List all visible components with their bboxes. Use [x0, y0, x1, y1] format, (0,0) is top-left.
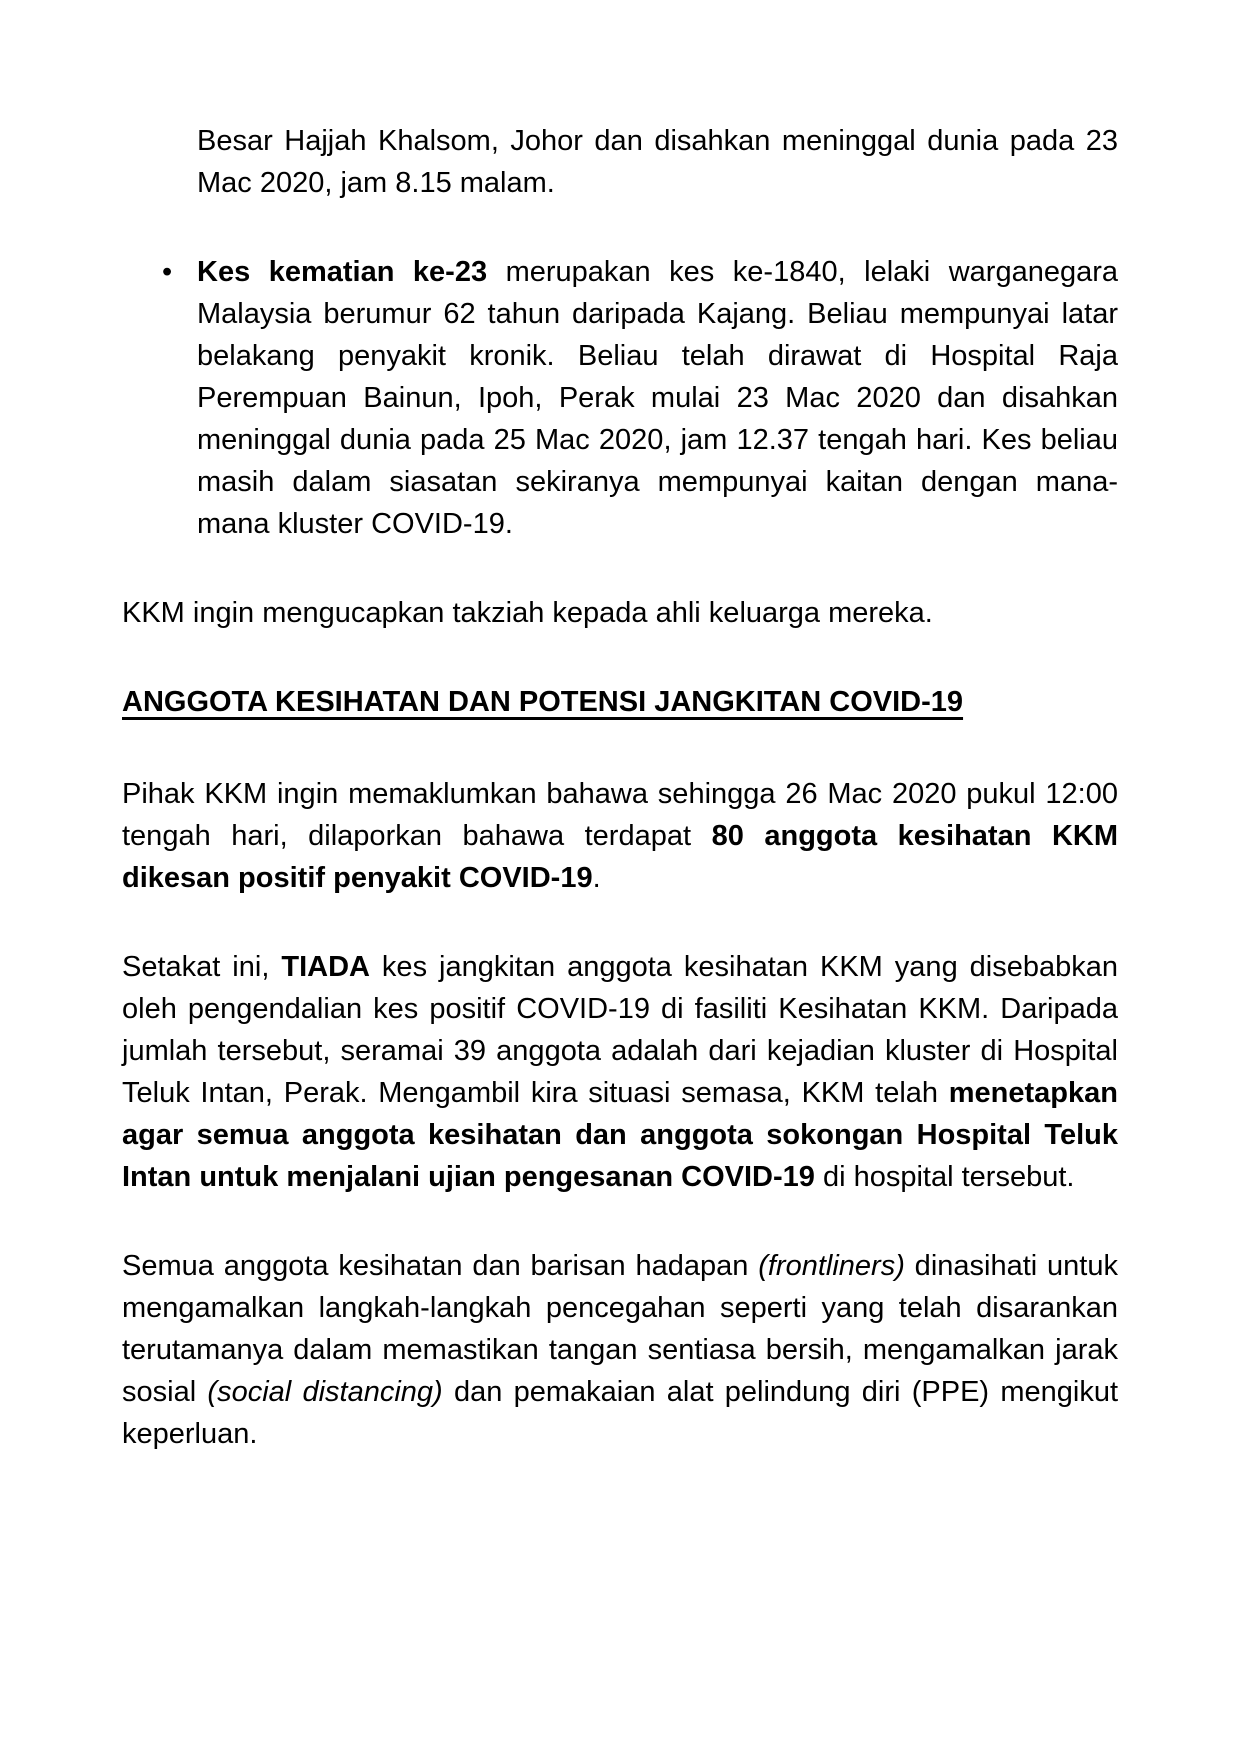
text-run: KKM ingin mengucapkan takziah kepada ahli keluarga mereka. [122, 597, 933, 629]
document-content [122, 120, 1127, 1502]
text-run: (social distancing) [207, 1376, 443, 1408]
text-run: Semua anggota kesihatan dan barisan hadapan [122, 1250, 759, 1282]
text-run: TIADA [281, 951, 370, 983]
text-run: merupakan kes ke-1840, lelaki warganegara Malaysia berumur 62 tahun daripada Kajang. Beliau mempunyai latar belakang penyakit kronik. Beliau telah dirawat di Hospital Raja Perempuan Bainun, Ipoh, Perak mulai 23 Mac 2020 dan disahkan meninggal dunia pada 25 Mac 2020, jam 12.37 tengah hari. Kes beliau masih dalam siasatan sekiranya mempunyai kaitan dengan mana-mana kluster COVID-19. [197, 256, 1127, 540]
text-run: ANGGOTA KESIHATAN DAN POTENSI JANGKITAN COVID-19 [122, 686, 964, 718]
paragraph [122, 773, 1127, 899]
text-run: . [592, 862, 601, 894]
section-heading [122, 681, 1118, 723]
text-run: dinasihati untuk mengamalkan langkah-langkah pencegahan seperti yang telah disarankan terutamanya dalam memastikan tangan sentiasa bersih, mengamalkan jarak sosial [122, 1250, 1127, 1408]
bullet-item [122, 251, 1127, 545]
paragraph [122, 592, 1118, 634]
text-run: Pihak KKM ingin memaklumkan bahawa sehingga 26 Mac 2020 pukul 12:00 tengah hari, dilaporkan bahawa terdapat [122, 778, 1127, 852]
text-run: Besar Hajjah Khalsom, Johor dan disahkan meninggal dunia pada 23 Mac 2020, jam 8.15 malam. [197, 125, 1127, 199]
text-run: di hospital tersebut. [814, 1161, 1075, 1193]
paragraph-continuation [122, 120, 1127, 204]
text-run: (frontliners) [758, 1250, 905, 1282]
paragraph [122, 946, 1127, 1198]
bullet-icon: • [162, 256, 173, 288]
text-run: Kes kematian ke-23 [197, 256, 488, 288]
paragraph [122, 1245, 1127, 1455]
text-run: Setakat ini, [122, 951, 282, 983]
text-run: menetapkan agar semua anggota kesihatan dan anggota sokongan Hospital Teluk Intan untuk menjalani ujian pengesanan COVID-19 [122, 1077, 1127, 1193]
bullet-text [197, 256, 1126, 540]
text-run: dan pemakaian alat pelindung diri (PPE) mengikut keperluan. [122, 1376, 1127, 1450]
text-run: kes jangkitan anggota kesihatan KKM yang disebabkan oleh pengendalian kes positif COVID-19 di fasiliti Kesihatan KKM. Daripada jumlah tersebut, seramai 39 anggota adalah dari kejadian kluster di Hospital Teluk Intan, Perak. Mengambil kira situasi semasa, KKM telah [122, 951, 1127, 1109]
text-run: 80 anggota kesihatan KKM dikesan positif penyakit COVID-19 [122, 820, 1127, 894]
